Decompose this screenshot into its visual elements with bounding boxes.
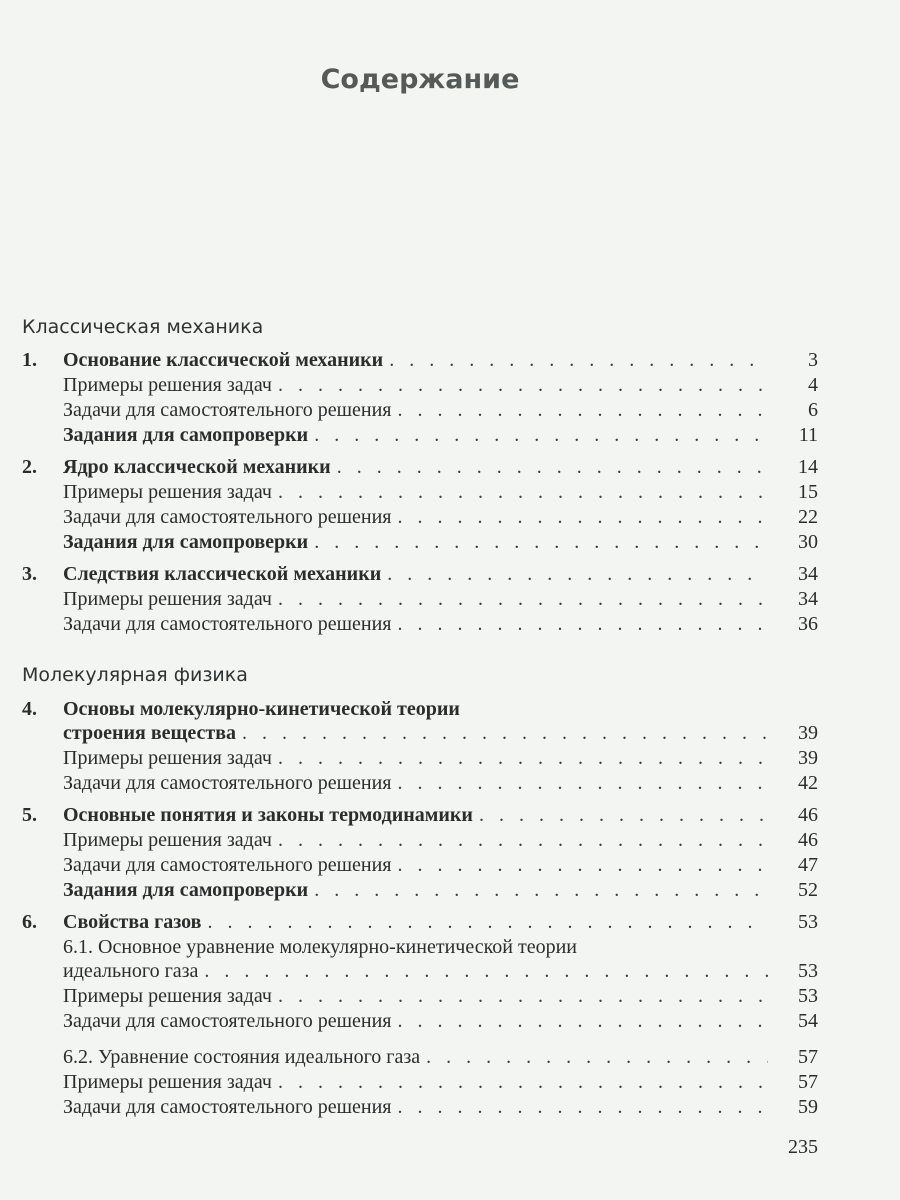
page-ref: 46 xyxy=(798,804,818,826)
page-ref: 22 xyxy=(798,506,818,528)
page-ref: 54 xyxy=(798,1010,818,1032)
entry-title: Примеры решения задач xyxy=(63,985,272,1007)
page-ref: 34 xyxy=(798,563,818,585)
toc-chapter-6[interactable] xyxy=(22,910,818,934)
leader-dots xyxy=(397,771,768,795)
leader-dots xyxy=(397,398,768,422)
entry-title: Задания для самопроверки xyxy=(63,424,309,446)
leader-dots xyxy=(397,1095,768,1119)
entry-title: Задачи для самостоятельного решения xyxy=(63,772,392,794)
toc-ch3-examples[interactable] xyxy=(22,587,818,611)
page-ref: 52 xyxy=(798,879,818,901)
toc-chapter-1[interactable] xyxy=(22,348,818,372)
toc-ch6-1-tasks[interactable] xyxy=(22,1009,818,1033)
page-ref: 57 xyxy=(798,1046,818,1068)
page-ref: 34 xyxy=(798,588,818,610)
toc-ch6-2-tasks[interactable] xyxy=(22,1095,818,1119)
entry-title: Примеры решения задач xyxy=(63,747,272,769)
toc-chapter-5[interactable] xyxy=(22,803,818,827)
page-ref: 39 xyxy=(798,722,818,744)
leader-dots xyxy=(204,959,768,983)
page-ref: 46 xyxy=(798,829,818,851)
leader-dots xyxy=(278,480,768,504)
page-ref: 59 xyxy=(798,1096,818,1118)
leader-dots xyxy=(314,423,768,447)
toc-ch4-examples[interactable] xyxy=(22,746,818,770)
toc-section-6-2[interactable] xyxy=(22,1045,818,1069)
leader-dots xyxy=(397,505,768,529)
toc-ch2-tasks[interactable] xyxy=(22,505,818,529)
toc-ch1-check[interactable] xyxy=(22,423,818,447)
toc-chapter-3[interactable] xyxy=(22,562,818,586)
page-ref: 11 xyxy=(798,424,818,446)
toc-ch1-examples[interactable] xyxy=(22,373,818,397)
leader-dots xyxy=(387,562,768,586)
entry-title: Задания для самопроверки xyxy=(63,879,309,901)
leader-dots xyxy=(397,612,768,636)
toc-ch5-examples[interactable] xyxy=(22,828,818,852)
section-heading-molecular: Молекулярная физика xyxy=(22,664,248,686)
toc-chapter-4-line2[interactable] xyxy=(22,721,818,745)
leader-dots xyxy=(242,721,768,745)
chapter-title: Основание классической механики xyxy=(63,349,384,371)
toc-section-6-1-line1[interactable] xyxy=(22,935,818,959)
subsection-title-line1: 6.1. Основное уравнение молекулярно-кинетической теории xyxy=(63,936,578,958)
leader-dots xyxy=(314,530,768,554)
toc-ch2-check[interactable] xyxy=(22,530,818,554)
leader-dots xyxy=(278,373,768,397)
chapter-number: 1. xyxy=(22,349,37,371)
page-ref: 53 xyxy=(798,911,818,933)
leader-dots xyxy=(397,1009,768,1033)
chapter-number: 3. xyxy=(22,563,37,585)
chapter-number: 4. xyxy=(22,698,37,720)
entry-title: Примеры решения задач xyxy=(63,374,272,396)
chapter-number: 5. xyxy=(22,804,37,826)
page-number: 235 xyxy=(788,1136,818,1158)
leader-dots xyxy=(389,348,768,372)
toc-ch2-examples[interactable] xyxy=(22,480,818,504)
page-ref: 47 xyxy=(798,854,818,876)
entry-title: Задачи для самостоятельного решения xyxy=(63,613,392,635)
subsection-title: 6.2. Уравнение состояния идеального газа xyxy=(63,1046,421,1068)
toc-ch6-2-examples[interactable] xyxy=(22,1070,818,1094)
chapter-title: Свойства газов xyxy=(63,911,202,933)
toc-ch5-check[interactable] xyxy=(22,878,818,902)
leader-dots xyxy=(278,828,768,852)
entry-title: Задачи для самостоятельного решения xyxy=(63,854,392,876)
entry-title: Задачи для самостоятельного решения xyxy=(63,399,392,421)
entry-title: Примеры решения задач xyxy=(63,829,272,851)
leader-dots xyxy=(278,1070,768,1094)
entry-title: Примеры решения задач xyxy=(63,481,272,503)
chapter-number: 6. xyxy=(22,911,37,933)
page-ref: 15 xyxy=(798,481,818,503)
toc-section-6-1-line2[interactable] xyxy=(22,959,818,983)
leader-dots xyxy=(278,587,768,611)
toc-ch3-tasks[interactable] xyxy=(22,612,818,636)
leader-dots xyxy=(278,746,768,770)
page-ref: 30 xyxy=(798,531,818,553)
page-ref: 53 xyxy=(798,960,818,982)
page-ref: 57 xyxy=(798,1071,818,1093)
toc-ch5-tasks[interactable] xyxy=(22,853,818,877)
toc-chapter-2[interactable] xyxy=(22,455,818,479)
leader-dots xyxy=(397,853,768,877)
toc-ch6-1-examples[interactable] xyxy=(22,984,818,1008)
entry-title: Задачи для самостоятельного решения xyxy=(63,1096,392,1118)
page-ref: 6 xyxy=(808,399,818,421)
page-ref: 53 xyxy=(798,985,818,1007)
chapter-title: Ядро классической механики xyxy=(63,456,331,478)
entry-title: Примеры решения задач xyxy=(63,1071,272,1093)
leader-dots xyxy=(479,803,768,827)
entry-title: Задания для самопроверки xyxy=(63,531,309,553)
page-ref: 42 xyxy=(798,772,818,794)
page-ref: 39 xyxy=(798,747,818,769)
leader-dots xyxy=(426,1045,768,1069)
toc-chapter-4-line1[interactable] xyxy=(22,697,818,721)
page-ref: 36 xyxy=(798,613,818,635)
chapter-title-line2: строения вещества xyxy=(63,722,236,744)
leader-dots xyxy=(314,878,768,902)
toc-ch1-tasks[interactable] xyxy=(22,398,818,422)
page-ref: 14 xyxy=(798,456,818,478)
page-ref: 3 xyxy=(808,349,818,371)
chapter-number: 2. xyxy=(22,456,37,478)
chapter-title: Основные понятия и законы термодинамики xyxy=(63,804,473,826)
chapter-title: Следствия классической механики xyxy=(63,563,382,585)
chapter-title-line1: Основы молекулярно-кинетической теории xyxy=(63,698,460,720)
section-heading-mechanics: Классическая механика xyxy=(22,316,264,338)
page-title: Содержание xyxy=(320,64,520,95)
leader-dots xyxy=(278,984,768,1008)
entry-title: Задачи для самостоятельного решения xyxy=(63,506,392,528)
leader-dots xyxy=(207,910,768,934)
toc-ch4-tasks[interactable] xyxy=(22,771,818,795)
entry-title: Задачи для самостоятельного решения xyxy=(63,1010,392,1032)
leader-dots xyxy=(337,455,768,479)
page-ref: 4 xyxy=(808,374,818,396)
subsection-title-line2: идеального газа xyxy=(63,960,199,982)
entry-title: Примеры решения задач xyxy=(63,588,272,610)
